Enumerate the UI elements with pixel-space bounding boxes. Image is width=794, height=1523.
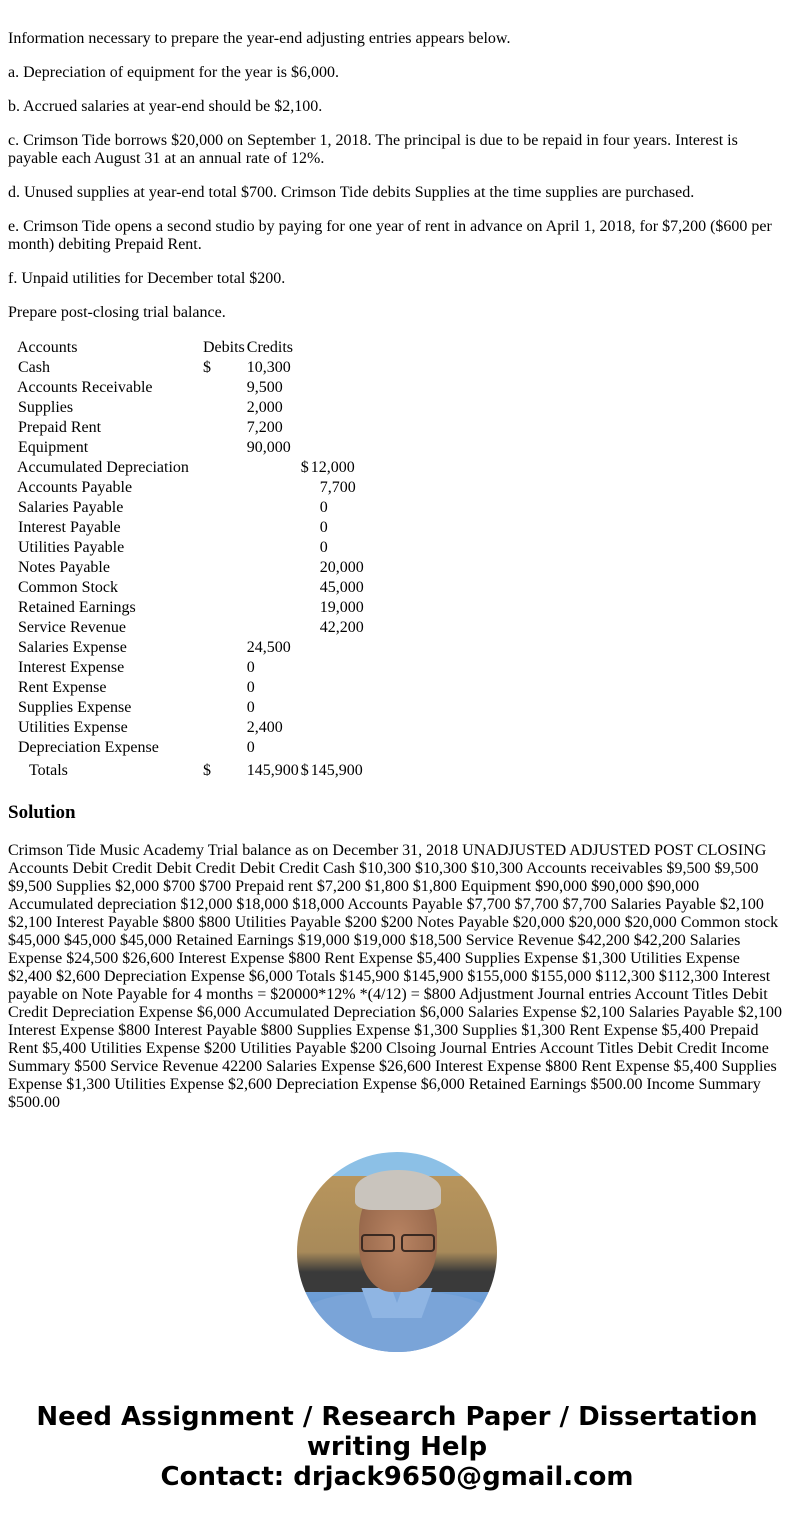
- question-item-f: f. Unpaid utilities for December total $200.: [8, 270, 286, 287]
- table-row: Service Revenue 42,200: [18, 619, 364, 636]
- table-row: Salaries Payable 0: [18, 499, 328, 516]
- question-item-d: d. Unused supplies at year-end total $700. Crimson Tide debits Supplies at the time supplies are purchased.: [8, 184, 695, 201]
- solution-heading: Solution: [8, 802, 76, 823]
- header-debits: Debits: [203, 339, 245, 356]
- header-credits: Credits: [246, 339, 293, 356]
- table-row: Supplies Expense 0: [18, 699, 255, 716]
- author-avatar: [297, 1152, 497, 1352]
- header-accounts: Accounts: [17, 339, 78, 356]
- table-row: Accounts Payable 7,700: [17, 479, 356, 496]
- promo-headline: Need Assignment / Research Paper / Dissertation writing Help: [36, 1402, 758, 1462]
- table-row: Cash $ 10,300: [18, 359, 291, 376]
- table-row: Utilities Expense 2,400: [18, 719, 283, 736]
- table-row: Accounts Receivable 9,500: [17, 379, 283, 396]
- table-row: Interest Expense 0: [18, 659, 255, 676]
- table-row: Utilities Payable 0: [18, 539, 328, 556]
- question-item-a: a. Depreciation of equipment for the year is $6,000.: [8, 64, 339, 81]
- question-item-c: c. Crimson Tide borrows $20,000 on September 1, 2018. The principal is due to be repaid in four years. Interest is payable each August 31 at an annual rate of 12%.: [8, 132, 738, 167]
- question-intro: Information necessary to prepare the year-end adjusting entries appears below.: [8, 30, 511, 47]
- table-row: Retained Earnings 19,000: [18, 599, 364, 616]
- solution-text: Crimson Tide Music Academy Trial balance as on December 31, 2018 UNADJUSTED ADJUSTED POST CLOSING Accounts Debit Credit Debit Credit Debit Credit Cash $10,300 $10,300 $10,300 Accounts receivables $9,500 $9,500 $9,500 Supplies $2,000 $700 $700 Prepaid rent $7,200 $1,800 $1,800 Equipment $90,000 $90,000 $90,000 Accumulated depreciation $12,000 $18,000 $18,000 Accounts Payable $7,700 $7,700 $7,700 Salaries Payable $2,100 $2,100 Interest Payable $800 $800 Utilities Payable $200 $200 Notes Payable $20,000 $20,000 $20,000 Common stock $45,000 $45,000 $45,000 Retained Earnings $19,000 $19,000 $18,500 Service Revenue $42,200 $42,200 Salaries Expense $24,500 $26,600 Interest Expense $800 Rent Expense $5,400 Supplies Expense $1,300 Utilities Expense $2,400 $2,600 Depreciation Expense $6,000 Totals $145,900 $145,900 $155,000 $155,000 $112,300 $112,300 Interest payable on Note Payable for 4 months = $20000*12% *(4/12) = $800 Adjustment Journal entries Account Titles Debit Credit Depreciation Expense $6,000 Accumulated Depreciation $6,000 Salaries Expense $2,100 Salaries Payable $2,100 Interest Expense $800 Interest Payable $800 Supplies Expense $1,300 Supplies $1,300 Rent Expense $5,400 Prepaid Rent $5,400 Utilities Expense $200 Utilities Payable $200 Clsoing Journal Entries Account Titles Debit Credit Income Summary $500 Service Revenue 42200 Salaries Expense $26,600 Interest Expense $800 Rent Expense $5,400 Supplies Expense $1,300 Utilities Expense $2,600 Depreciation Expense $6,000 Retained Earnings $500.00 Income Summary $500.00: [8, 842, 783, 1111]
- promo-contact: Contact: drjack9650@gmail.com: [160, 1462, 634, 1492]
- question-instruction: Prepare post-closing trial balance.: [8, 304, 226, 321]
- table-row: Salaries Expense 24,500: [18, 639, 291, 656]
- table-row: Rent Expense 0: [18, 679, 255, 696]
- table-row: Notes Payable 20,000: [18, 559, 364, 576]
- author-photo-container: [8, 1152, 786, 1352]
- table-header-row: [16, 338, 373, 358]
- question-item-b: b. Accrued salaries at year-end should be $2,100.: [8, 98, 323, 115]
- avatar-hair: [355, 1170, 441, 1210]
- table-row: Accumulated Depreciation $ 12,000: [17, 459, 355, 476]
- table-row: Depreciation Expense 0: [18, 739, 255, 756]
- table-row: Common Stock 45,000: [18, 579, 364, 596]
- promo-banner: [8, 1402, 786, 1492]
- totals-row: Totals $ 145,900 $ 145,900: [29, 762, 363, 779]
- table-row: Interest Payable 0: [18, 519, 328, 536]
- table-row: Prepaid Rent 7,200: [18, 419, 283, 436]
- table-row: Supplies 2,000: [18, 399, 283, 416]
- avatar-glasses-icon: [361, 1234, 435, 1250]
- question-item-e: e. Crimson Tide opens a second studio by paying for one year of rent in advance on April 1, 2018, for $7,200 ($600 per month) debiting Prepaid Rent.: [8, 218, 772, 253]
- trial-balance-table: [16, 338, 373, 784]
- table-row: Equipment 90,000: [18, 439, 291, 456]
